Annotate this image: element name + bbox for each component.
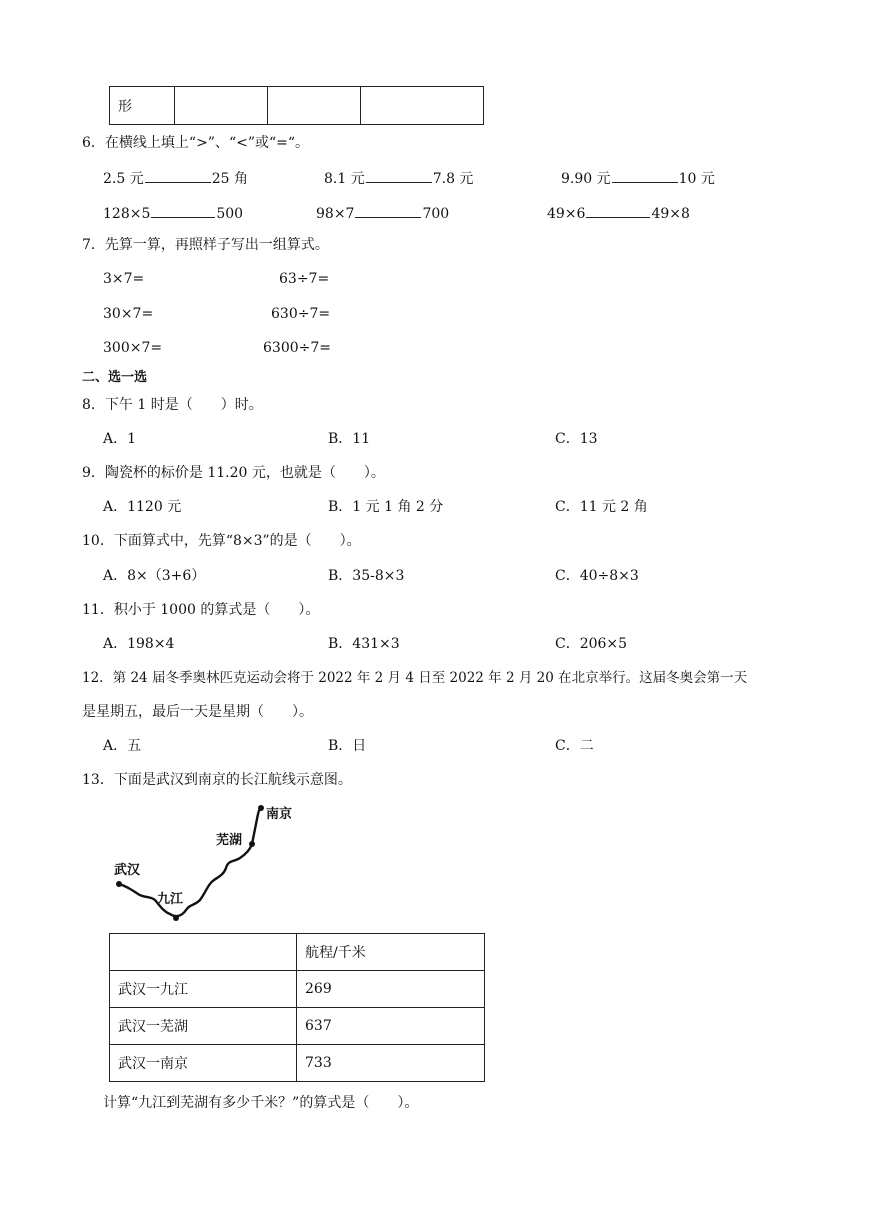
q9-stem: 9．陶瓷杯的标价是 11.20 元，也就是（ ）。 xyxy=(82,465,385,481)
map-label-jiujiang: 九江 xyxy=(157,892,184,907)
wuhan-dot xyxy=(116,881,122,887)
q12-stem-line2: 是星期五，最后一天是星期（ ）。 xyxy=(82,704,313,720)
route-name-cell: 武汉一九江 xyxy=(110,971,297,1008)
q9-option-a[interactable]: A．1120 元 xyxy=(103,499,182,515)
map-label-nanjing: 南京 xyxy=(266,807,293,822)
q6-left: 8.1 元 xyxy=(324,171,365,187)
q10-option-a[interactable]: A．8×（3+6） xyxy=(103,568,206,584)
q6-item xyxy=(547,203,690,223)
q7-right: 63÷7= xyxy=(279,271,330,287)
answer-blank[interactable] xyxy=(355,203,421,218)
q6-left: 128×5 xyxy=(103,206,151,222)
q9-option-c[interactable]: C．11 元 2 角 xyxy=(555,499,648,515)
table-row xyxy=(110,971,485,1008)
table-row xyxy=(110,1008,485,1045)
q7-right: 630÷7= xyxy=(271,306,331,322)
q6-right: 10 元 xyxy=(678,171,715,187)
q6-left: 49×6 xyxy=(547,206,586,222)
q7-left: 3×7= xyxy=(103,271,145,287)
q7-left: 300×7= xyxy=(103,340,163,356)
q11-option-c[interactable]: C．206×5 xyxy=(555,636,628,652)
q6-item xyxy=(103,203,243,223)
table-row xyxy=(110,1045,485,1082)
q7-right: 6300÷7= xyxy=(263,340,331,356)
q12-option-b[interactable]: B．日 xyxy=(328,738,367,754)
route-distance-cell: 637 xyxy=(297,1008,485,1045)
table-header-cell xyxy=(110,934,297,971)
top-table-cell[interactable] xyxy=(268,87,361,125)
nanjing-dot xyxy=(258,805,264,811)
q7-stem: 7．先算一算，再照样子写出一组算式。 xyxy=(82,237,329,253)
answer-blank[interactable] xyxy=(366,168,432,183)
q12-option-c[interactable]: C．二 xyxy=(555,738,594,754)
wuhu-dot xyxy=(249,841,255,847)
route-distance-table xyxy=(109,933,485,1082)
q6-left: 2.5 元 xyxy=(103,171,144,187)
q13-question: 计算“九江到芜湖有多少千米？”的算式是（ ）。 xyxy=(103,1095,419,1111)
q6-left: 9.90 元 xyxy=(561,171,611,187)
top-table-cell-label: 形 xyxy=(110,87,175,125)
q11-option-a[interactable]: A．198×4 xyxy=(103,636,175,652)
q7-left: 30×7= xyxy=(103,306,154,322)
q12-stem-line1: 12．第 24 届冬季奥林匹克运动会将于 2022 年 2 月 4 日至 2022 年 2 月 20 在北京举行。这届冬奥会第一天 xyxy=(82,670,748,686)
answer-blank[interactable] xyxy=(145,168,211,183)
q10-stem: 10．下面算式中，先算“8×3”的是（ ）。 xyxy=(82,533,361,549)
q8-option-b[interactable]: B．11 xyxy=(328,431,371,447)
route-name-cell: 武汉一芜湖 xyxy=(110,1008,297,1045)
q6-stem: 6．在横线上填上“>”、“<”或“=“。 xyxy=(82,135,310,151)
q8-stem: 8．下午 1 时是（ ）时。 xyxy=(82,397,263,413)
top-table-cell[interactable] xyxy=(175,87,268,125)
route-distance-cell: 733 xyxy=(297,1045,485,1082)
route-distance-cell: 269 xyxy=(297,971,485,1008)
q6-item xyxy=(316,203,449,223)
q9-option-b[interactable]: B．1 元 1 角 2 分 xyxy=(328,499,444,515)
q6-left: 98×7 xyxy=(316,206,355,222)
q8-option-a[interactable]: A．1 xyxy=(103,431,137,447)
q6-right: 25 角 xyxy=(211,171,248,187)
top-table-cell[interactable] xyxy=(361,87,484,125)
q6-item xyxy=(103,168,248,188)
q6-right: 49×8 xyxy=(651,206,690,222)
table-header-row xyxy=(110,934,485,971)
river-route-line xyxy=(119,808,261,916)
q11-option-b[interactable]: B．431×3 xyxy=(328,636,400,652)
answer-blank[interactable] xyxy=(612,168,678,183)
q6-right: 7.8 元 xyxy=(432,171,474,187)
top-table xyxy=(109,86,484,125)
section-title: 二、选一选 xyxy=(82,370,148,385)
q6-right: 500 xyxy=(216,206,244,222)
route-name-cell: 武汉一南京 xyxy=(110,1045,297,1082)
q10-option-c[interactable]: C．40÷8×3 xyxy=(555,568,639,584)
answer-blank[interactable] xyxy=(151,203,215,218)
q6-item xyxy=(324,168,473,188)
q10-option-b[interactable]: B．35-8×3 xyxy=(328,568,405,584)
q13-stem: 13．下面是武汉到南京的长江航线示意图。 xyxy=(82,772,352,788)
q6-item xyxy=(561,168,715,188)
q12-option-a[interactable]: A．五 xyxy=(103,738,142,754)
map-label-wuhu: 芜湖 xyxy=(216,833,243,848)
q8-option-c[interactable]: C．13 xyxy=(555,431,598,447)
q6-right: 700 xyxy=(422,206,450,222)
answer-blank[interactable] xyxy=(586,203,650,218)
table-header-cell: 航程/千米 xyxy=(297,934,485,971)
map-label-wuhan: 武汉 xyxy=(114,863,141,878)
q11-stem: 11．积小于 1000 的算式是（ ）。 xyxy=(82,602,320,618)
jiujiang-dot xyxy=(173,915,179,921)
